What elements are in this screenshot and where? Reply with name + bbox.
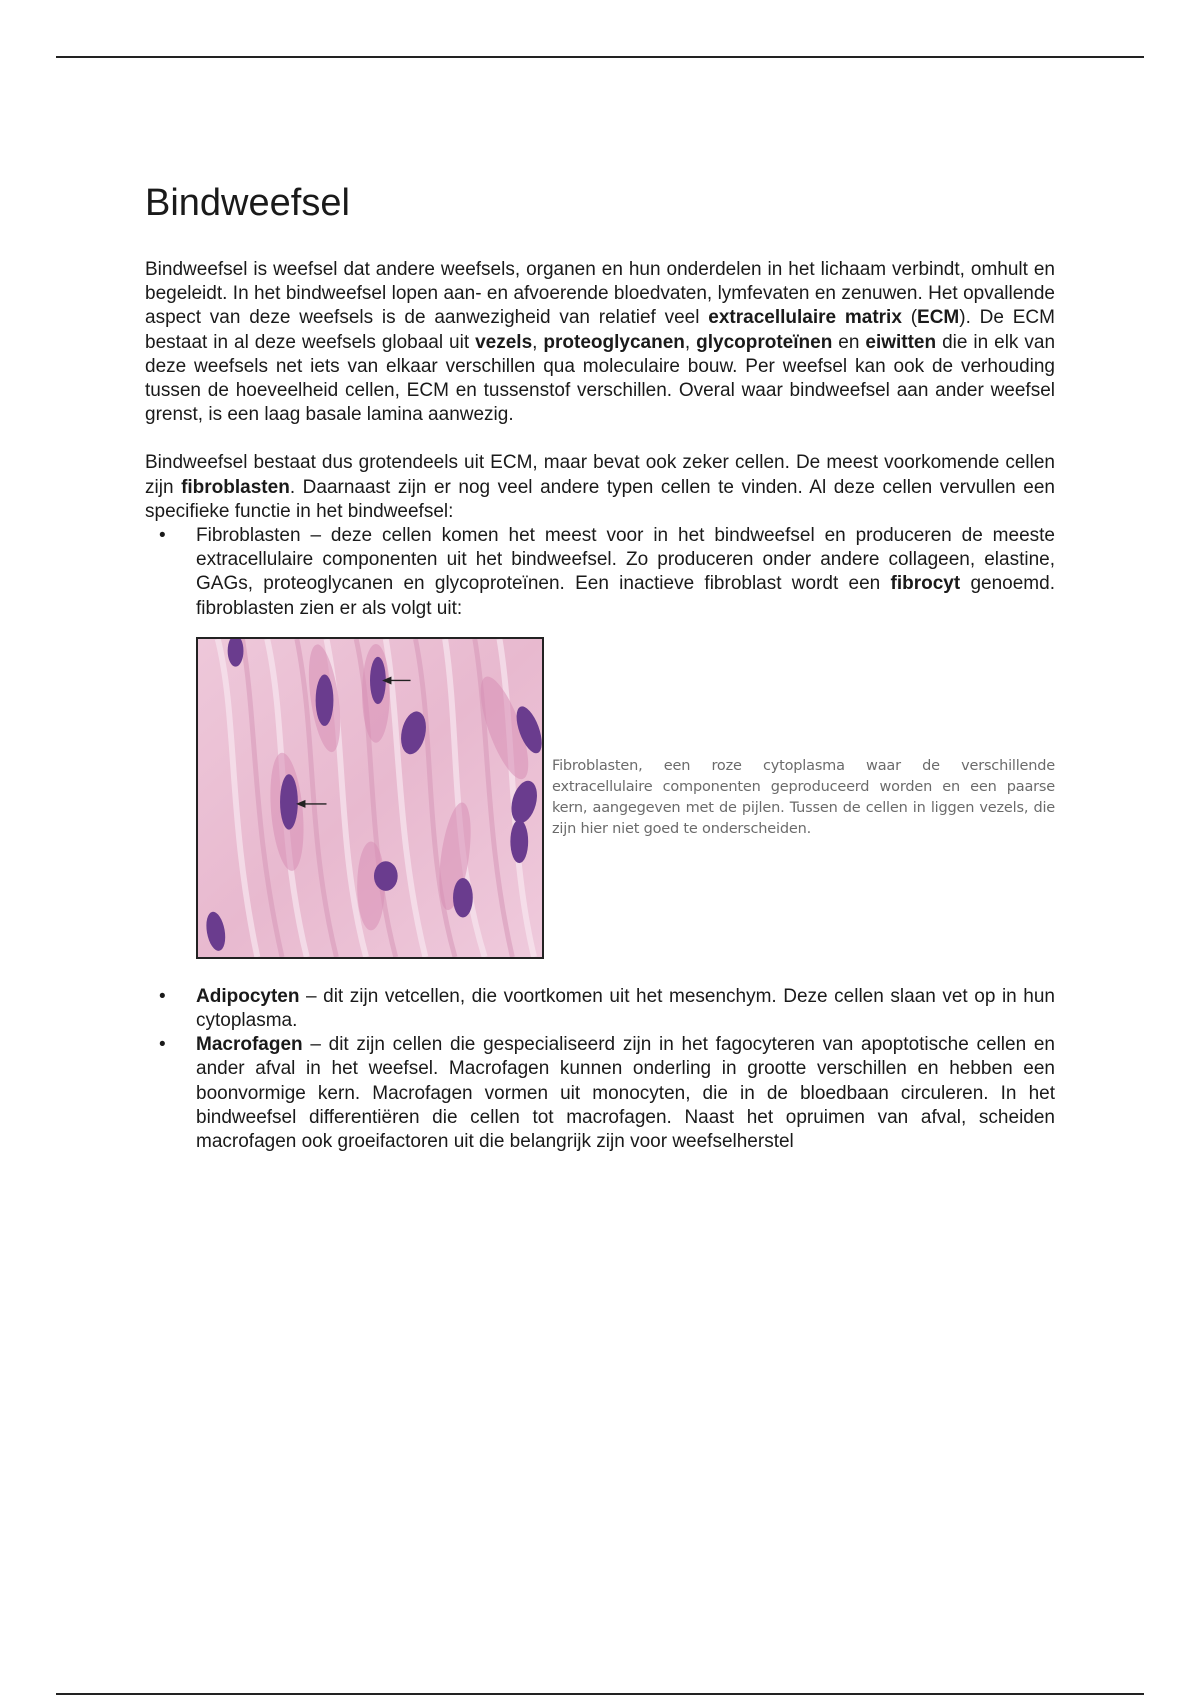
cell-type-list (145, 524, 1055, 621)
text-span: Fibroblasten – deze cellen komen het meest voor in het bindweefsel en produceren de meeste extracellulaire componenten uit het bindweefsel. Zo produceren onder andere collageen, elastine, GAGs, proteoglycanen en glycoproteïnen. Een inactieve fibroblast wordt een (196, 525, 1055, 595)
bold-term: fibrocyt (890, 573, 961, 595)
document-body (145, 180, 1055, 1154)
cell-type-list-continued (145, 985, 1055, 1154)
page-title: Bindweefsel (145, 182, 350, 224)
text-span: Bindweefsel is weefsel dat andere weefsels, organen en hun onderdelen in het lichaam verbindt, omhult en begeleidt. In het bindweefsel lopen aan- en afvoerende bloedvaten, lymfevaten en zenuwen. Het opvallende aspect van deze weefsels is de aanwezigheid van relatief veel (145, 259, 1055, 329)
bullet-icon: • (159, 985, 166, 1007)
list-item-macrophages (145, 1033, 1055, 1154)
text-span: genoemd. fibroblasten zien er als volgt uit: (196, 573, 1055, 619)
bold-term: extracellulaire matrix (708, 307, 902, 329)
bold-term: Macrofagen (196, 1034, 303, 1056)
bullet-icon: • (159, 1034, 166, 1056)
text-span: , (684, 331, 697, 353)
text-span: . Daarnaast zijn er nog veel andere typen cellen te vinden. Al deze cellen vervullen een specifieke functie in het bindweefsel: (145, 476, 1055, 522)
bold-term: eiwitten (865, 331, 937, 353)
text-span: , (532, 331, 544, 353)
figure-caption: Fibroblasten, een roze cytoplasma waar de verschillende extracellulaire componenten geproduceerd worden en een paarse kern, aangegeven met de pijlen. Tussen de cellen in liggen vezels, die zijn hier niet goed te onderscheiden. (552, 757, 1055, 837)
bold-term: vezels (475, 331, 533, 353)
fibroblast-micrograph (196, 637, 544, 959)
text-span: ( (901, 307, 918, 329)
text-span: die in elk van deze weefsels net iets van elkaar verschillen qua moleculaire bouw. Per weefsel kan ook de verhouding tussen de hoeveelheid cellen, ECM en tussenstof verschillen. Overal waar bindweefsel aan ander weefsel grenst, is een laag basale lamina aanwezig. (145, 331, 1056, 426)
text-span: en (832, 331, 866, 353)
footer-rule (56, 1693, 1144, 1695)
text-span: – dit zijn cellen die gespecialiseerd zijn in het fagocyteren van apoptotische cellen en ander afval in het weefsel. Macrofagen kunnen onderling in grootte verschillen en hebben een boonvormige kern. Macrofagen vormen uit monocyten, die in de bloedbaan circuleren. In het bindweefsel differentiëren die cellen tot macrofagen. Naast het opruimen van afval, scheiden macrofagen ook groeifactoren uit die belangrijk zijn voor weefselherstel (196, 1034, 1055, 1153)
text-span: ). De ECM bestaat in al deze weefsels globaal uit (145, 307, 1055, 353)
list-item-fibroblasts (145, 524, 1055, 621)
bold-term: proteoglycanen (543, 331, 685, 353)
paragraph-cells (145, 451, 1055, 524)
bold-term: Adipocyten (196, 985, 300, 1007)
paragraph-intro (145, 258, 1055, 427)
bold-term: ECM (917, 307, 960, 329)
figure-fibroblasts (196, 637, 1055, 959)
list-item-adipocytes (145, 985, 1055, 1033)
bullet-icon: • (159, 525, 166, 547)
bold-term: glycoproteïnen (696, 331, 833, 353)
bold-term: fibroblasten (181, 476, 290, 498)
header-rule (56, 56, 1144, 58)
text-span: – dit zijn vetcellen, die voortkomen uit het mesenchym. Deze cellen slaan vet op in hun cytoplasma. (196, 985, 1055, 1032)
text-span: Bindweefsel bestaat dus grotendeels uit ECM, maar bevat ook zeker cellen. De meest voorkomende cellen zijn (145, 452, 1055, 498)
